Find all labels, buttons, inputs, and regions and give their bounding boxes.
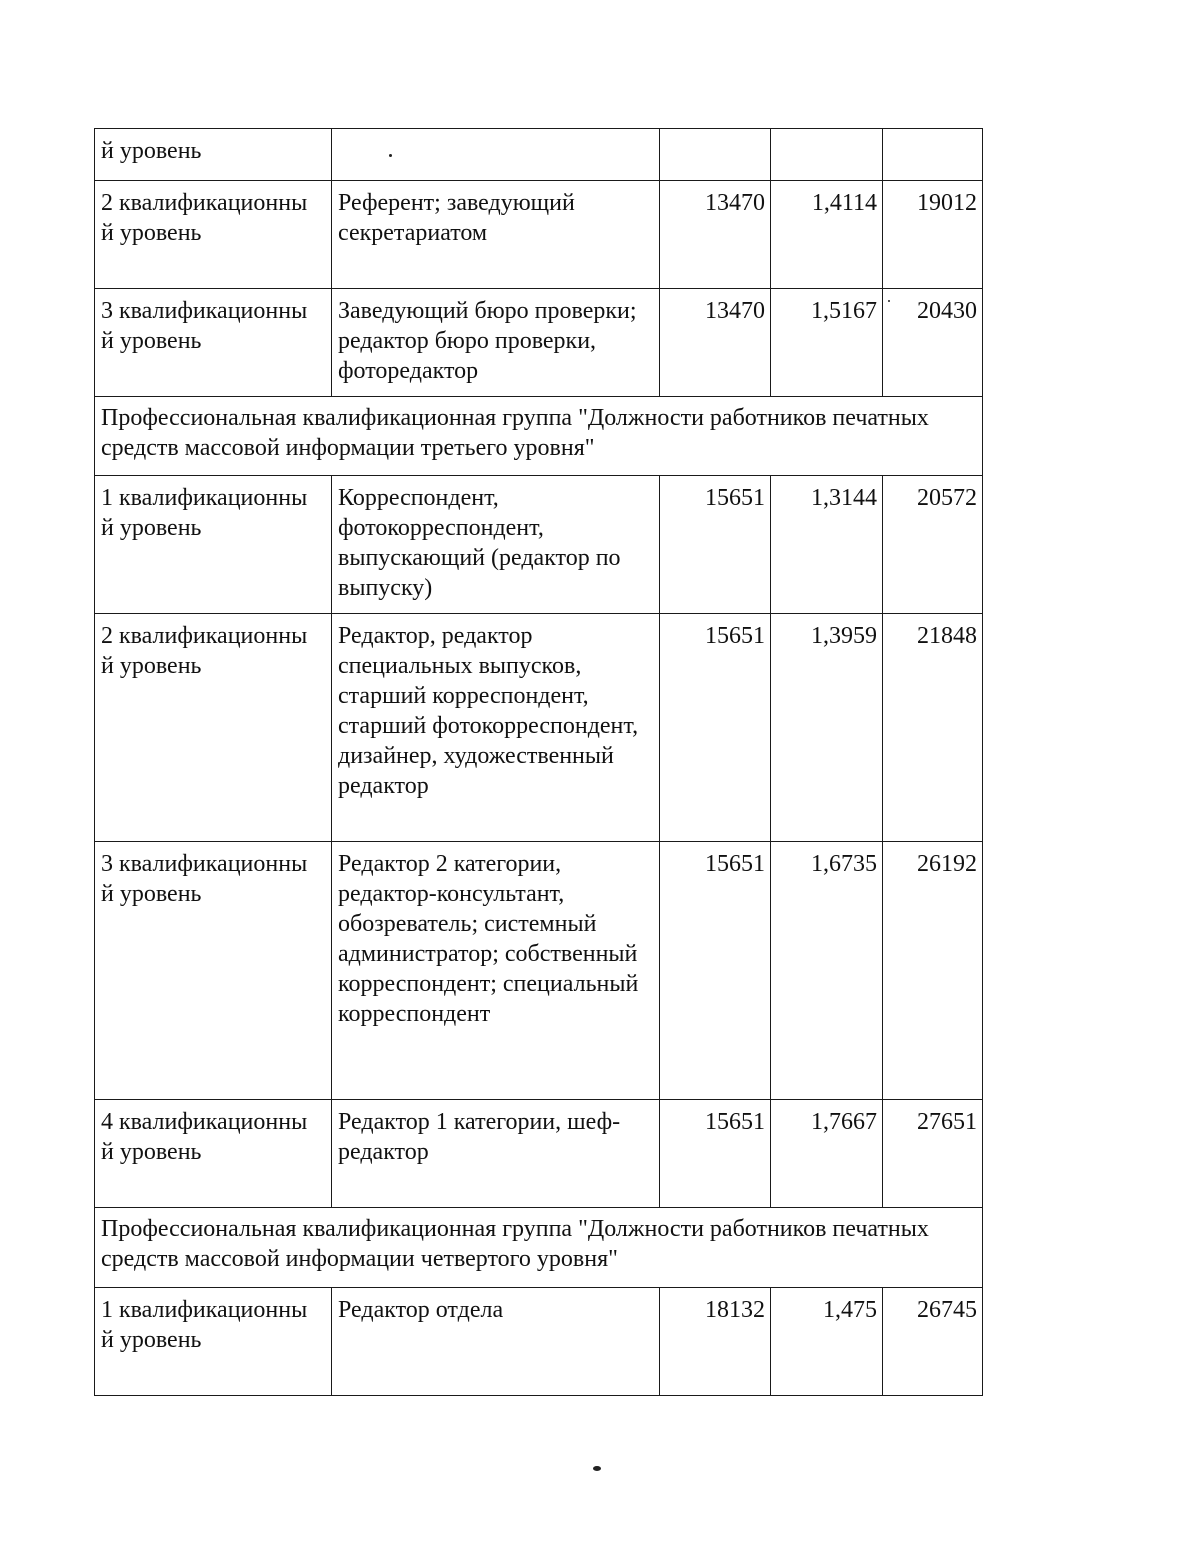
table-row [95, 614, 983, 842]
coefficient-cell: 1,4114 [771, 181, 883, 289]
qualification-level-cell: 2 квалификационны й уровень [95, 614, 332, 842]
salary-cell: 26745 [883, 1288, 983, 1396]
scan-speck [593, 1466, 601, 1471]
group-title: Профессиональная квалификационная группа "Должности работников печатных средств массовой информации четвертого уровня" [95, 1208, 983, 1288]
base-salary-cell: 15651 [660, 842, 771, 1100]
group-title: Профессиональная квалификационная группа "Должности работников печатных средств массовой информации третьего уровня" [95, 397, 983, 476]
scan-speck [389, 154, 392, 157]
positions-cell: Референт; заведующий секретариатом [332, 181, 660, 289]
salary-cell: 26192 [883, 842, 983, 1100]
table-row [95, 1100, 983, 1208]
base-salary-cell: 13470 [660, 289, 771, 397]
salary-table-body [95, 129, 983, 1396]
coefficient-cell [771, 129, 883, 181]
base-salary-cell [660, 129, 771, 181]
scan-speck [888, 300, 890, 302]
positions-cell: Редактор 2 категории, редактор-консультант, обозреватель; системный администратор; собственный корреспондент; специальный корреспондент [332, 842, 660, 1100]
salary-cell [883, 129, 983, 181]
coefficient-cell: 1,7667 [771, 1100, 883, 1208]
base-salary-cell: 15651 [660, 1100, 771, 1208]
table-row [95, 842, 983, 1100]
positions-cell [332, 129, 660, 181]
qualification-level-cell: 1 квалификационны й уровень [95, 1288, 332, 1396]
qualification-level-cell: 1 квалификационны й уровень [95, 476, 332, 614]
positions-cell: Заведующий бюро проверки; редактор бюро проверки, фоторедактор [332, 289, 660, 397]
table-row [95, 181, 983, 289]
qualification-level-cell: 4 квалификационны й уровень [95, 1100, 332, 1208]
table-row [95, 129, 983, 181]
table-row [95, 476, 983, 614]
positions-cell: Редактор, редактор специальных выпусков, старший корреспондент, старший фотокорреспондент, дизайнер, художественный редактор [332, 614, 660, 842]
qualification-level-cell: й уровень [95, 129, 332, 181]
qualification-level-cell: 3 квалификационны й уровень [95, 289, 332, 397]
coefficient-cell: 1,6735 [771, 842, 883, 1100]
table-row [95, 289, 983, 397]
salary-cell: 20572 [883, 476, 983, 614]
base-salary-cell: 13470 [660, 181, 771, 289]
salary-cell: 20430 [883, 289, 983, 397]
positions-cell: Корреспондент, фотокорреспондент, выпускающий (редактор по выпуску) [332, 476, 660, 614]
salary-cell: 21848 [883, 614, 983, 842]
coefficient-cell: 1,475 [771, 1288, 883, 1396]
salary-table [94, 128, 983, 1396]
qualification-level-cell: 2 квалификационны й уровень [95, 181, 332, 289]
base-salary-cell: 15651 [660, 614, 771, 842]
group-header-row [95, 397, 983, 476]
group-header-row [95, 1208, 983, 1288]
qualification-level-cell: 3 квалификационны й уровень [95, 842, 332, 1100]
coefficient-cell: 1,3959 [771, 614, 883, 842]
positions-cell: Редактор 1 категории, шеф-редактор [332, 1100, 660, 1208]
base-salary-cell: 15651 [660, 476, 771, 614]
table-row [95, 1288, 983, 1396]
base-salary-cell: 18132 [660, 1288, 771, 1396]
salary-cell: 27651 [883, 1100, 983, 1208]
coefficient-cell: 1,3144 [771, 476, 883, 614]
coefficient-cell: 1,5167 [771, 289, 883, 397]
salary-cell: 19012 [883, 181, 983, 289]
positions-cell: Редактор отдела [332, 1288, 660, 1396]
